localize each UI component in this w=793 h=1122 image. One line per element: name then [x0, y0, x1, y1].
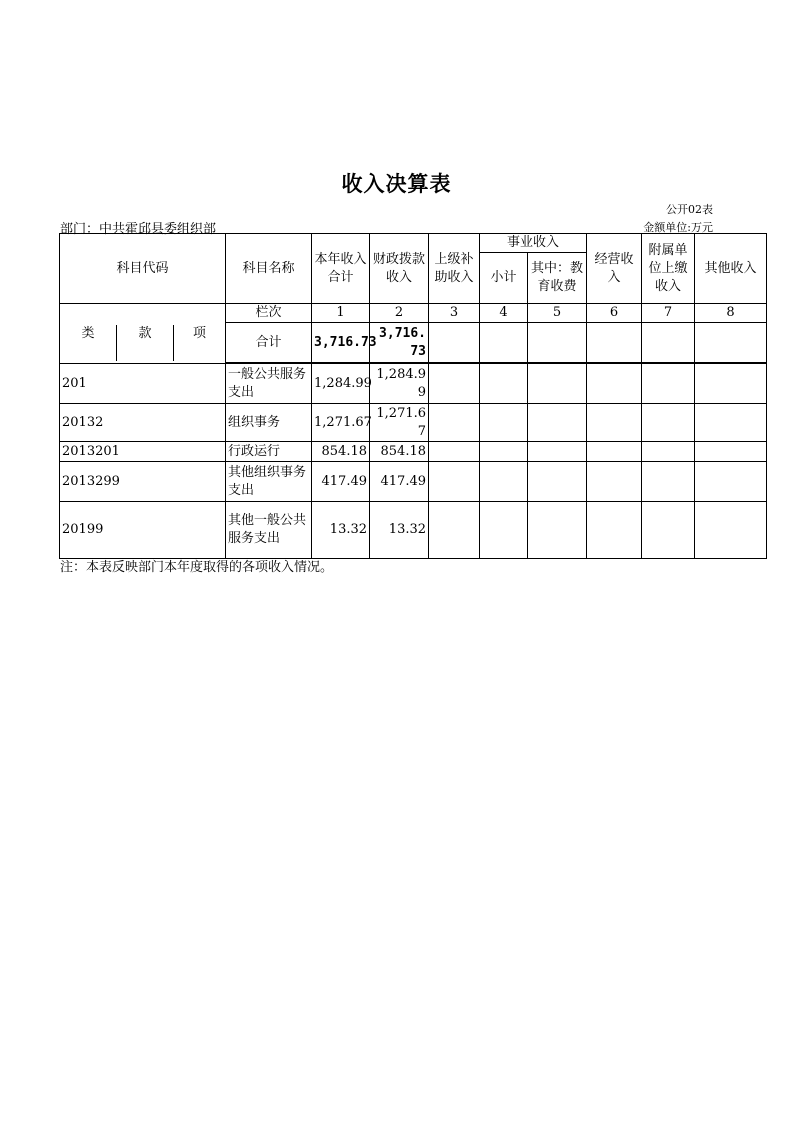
header-affiliated: 附属单位上缴收入 — [642, 234, 695, 304]
col-num-4: 4 — [480, 304, 528, 323]
header-kuan: 款 — [117, 325, 174, 361]
form-number: 公开02表 — [666, 203, 713, 216]
row-total: 1,271.67 — [312, 404, 370, 442]
row-name: 组织事务 — [226, 404, 312, 442]
header-business-income: 事业收入 — [480, 234, 587, 253]
department-label: 部门：中共霍邱县委组织部 — [60, 222, 217, 237]
header-other: 其他收入 — [695, 234, 767, 304]
header-subject-name: 科目名称 — [226, 234, 312, 304]
row-code: 20132 — [60, 404, 226, 442]
table-row — [60, 502, 767, 559]
row-code: 2013299 — [60, 462, 226, 502]
row-code: 201 — [60, 364, 226, 404]
row-total: 854.18 — [312, 442, 370, 462]
row-fiscal: 417.49 — [370, 462, 429, 502]
header-xiang: 项 — [193, 326, 207, 341]
col-num-8: 8 — [695, 304, 767, 323]
income-table — [59, 233, 767, 559]
table-note: 注：本表反映部门本年度取得的各项收入情况。 — [60, 560, 334, 575]
table-row — [60, 462, 767, 502]
header-row-1 — [60, 234, 767, 253]
row-name: 行政运行 — [226, 442, 312, 462]
header-lei: 类 — [60, 325, 117, 361]
row-code: 2013201 — [60, 442, 226, 462]
col-num-2: 2 — [370, 304, 429, 323]
row-fiscal: 1,284.99 — [370, 364, 429, 404]
row-code: 20199 — [60, 502, 226, 559]
row-name: 其他一般公共服务支出 — [226, 502, 312, 559]
row-total: 1,284.99 — [312, 364, 370, 404]
column-number-row — [60, 304, 767, 323]
row-fiscal: 1,271.67 — [370, 404, 429, 442]
table-row — [60, 442, 767, 462]
header-superior-subsidy: 上级补助收入 — [429, 234, 480, 304]
header-lanci: 栏次 — [226, 304, 312, 323]
page-title: 收入决算表 — [341, 172, 452, 196]
total-income-value: 3,716.73 — [312, 323, 370, 363]
header-operating: 经营收入 — [587, 234, 642, 304]
row-fiscal: 854.18 — [370, 442, 429, 462]
total-label: 合计 — [226, 323, 312, 363]
table-row — [60, 404, 767, 442]
header-subject-code: 科目代码 — [60, 234, 226, 304]
header-total-income: 本年收入合计 — [312, 234, 370, 304]
row-total: 417.49 — [312, 462, 370, 502]
col-num-1: 1 — [312, 304, 370, 323]
total-fiscal-value: 3,716.73 — [370, 323, 429, 363]
col-num-6: 6 — [587, 304, 642, 323]
code-level-cell — [60, 304, 226, 364]
col-num-7: 7 — [642, 304, 695, 323]
table-row — [60, 364, 767, 404]
row-fiscal: 13.32 — [370, 502, 429, 559]
row-name: 一般公共服务支出 — [226, 364, 312, 404]
amount-unit-label: 金额单位:万元 — [643, 221, 713, 234]
col-num-3: 3 — [429, 304, 480, 323]
header-education-fee: 其中：教育收费 — [528, 253, 587, 304]
header-fiscal: 财政拨款收入 — [370, 234, 429, 304]
header-subtotal: 小计 — [480, 253, 528, 304]
row-name: 其他组织事务支出 — [226, 462, 312, 502]
col-num-5: 5 — [528, 304, 587, 323]
row-total: 13.32 — [312, 502, 370, 559]
